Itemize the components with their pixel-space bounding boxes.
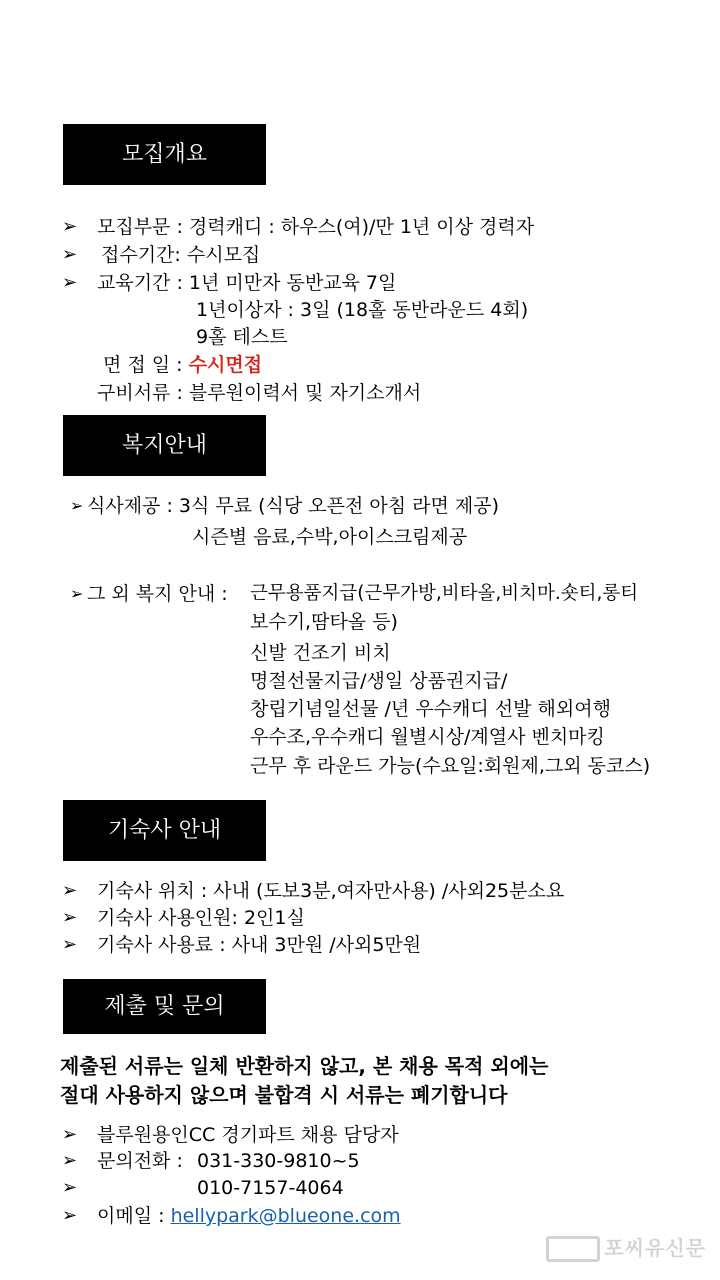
- contact-person: 블루원용인CC 경기파트 채용 담당자: [97, 1124, 399, 1146]
- section-header-recruit: 모집개요: [63, 124, 266, 185]
- watermark-icon: [546, 1236, 600, 1262]
- phone-number-2[interactable]: 010-7157-4064: [197, 1177, 344, 1199]
- watermark-text: 포씨유신문: [604, 1235, 706, 1260]
- bullet-arrow-icon: ➢: [62, 907, 78, 928]
- section-header-submission: 제출 및 문의: [63, 979, 266, 1034]
- bullet-arrow-icon: ➢: [62, 1177, 78, 1198]
- bullet-arrow-icon: ➢: [62, 1124, 78, 1145]
- welfare-item: 근무 후 라운드 가능(수요일:회원제,그외 동코스): [250, 755, 651, 777]
- bullet-arrow-icon: ➢: [70, 584, 84, 603]
- required-documents: 구비서류 : 블루원이력서 및 자기소개서: [97, 382, 422, 404]
- watermark-logo: [546, 1232, 706, 1263]
- dorm-location: 기숙사 위치 : 사내 (도보3분,여자만사용) /사외25분소요: [97, 880, 565, 902]
- dorm-occupancy: 기숙사 사용인원: 2인1실: [97, 907, 305, 929]
- bullet-arrow-icon: ➢: [62, 880, 78, 901]
- training-period: 교육기간 : 1년 미만자 동반교육 7일: [97, 272, 397, 294]
- interview-date: [103, 351, 262, 379]
- bullet-arrow-icon: ➢: [62, 1205, 78, 1226]
- bullet-arrow-icon: ➢: [62, 216, 78, 237]
- interview-value: 수시면접: [188, 354, 263, 376]
- section-header-dormitory: 기숙사 안내: [63, 800, 266, 861]
- bullet-arrow-icon: ➢: [70, 496, 84, 515]
- email-link[interactable]: hellypark@blueone.com: [170, 1205, 401, 1227]
- bullet-arrow-icon: ➢: [62, 244, 78, 265]
- welfare-item: 근무용품지급(근무가방,비타올,비치마.숏티,롱티: [250, 583, 639, 604]
- dorm-fee: 기숙사 사용료 : 사내 3만원 /사외5만원: [97, 934, 422, 956]
- email-label: 이메일 :: [97, 1205, 165, 1227]
- application-period: 접수기간: 수시모집: [101, 244, 261, 266]
- section-header-welfare: 복지안내: [63, 415, 266, 476]
- training-period-line3: 9홀 테스트: [196, 326, 288, 348]
- training-period-line2: 1년이상자 : 3일 (18홀 동반라운드 4회): [196, 299, 529, 321]
- bullet-arrow-icon: ➢: [62, 272, 78, 293]
- meal-provision: 식사제공 : 3식 무료 (식당 오픈전 아침 라면 제공): [87, 495, 500, 517]
- welfare-item: 명절선물지급/생일 상품권지급/: [250, 670, 508, 692]
- welfare-item: 신발 건조기 비치: [250, 642, 391, 664]
- welfare-item: 창립기념일선물 /년 우수캐디 선발 해외여행: [250, 698, 611, 720]
- phone-number-1[interactable]: 031-330-9810~5: [197, 1150, 360, 1172]
- recruit-department: 모집부문 : 경력캐디 : 하우스(여)/만 1년 이상 경력자: [97, 216, 535, 238]
- email-row: [97, 1202, 401, 1230]
- phone-label: 문의전화 :: [97, 1150, 183, 1172]
- submission-notice: 제출된 서류는 일체 반환하지 않고, 본 채용 목적 외에는: [60, 1054, 549, 1078]
- interview-label: 면 접 일 :: [103, 354, 183, 376]
- meal-provision-line2: 시즌별 음료,수박,아이스크림제공: [192, 526, 468, 548]
- bullet-arrow-icon: ➢: [62, 934, 78, 955]
- welfare-item: 보수기,땀타올 등): [250, 611, 398, 633]
- bullet-arrow-icon: ➢: [62, 1150, 78, 1171]
- welfare-item: 우수조,우수캐디 월별시상/계열사 벤치마킹: [250, 726, 605, 748]
- submission-notice-line2: 절대 사용하지 않으며 불합격 시 서류는 폐기합니다: [60, 1083, 508, 1107]
- other-welfare-label: 그 외 복지 안내 :: [87, 583, 228, 605]
